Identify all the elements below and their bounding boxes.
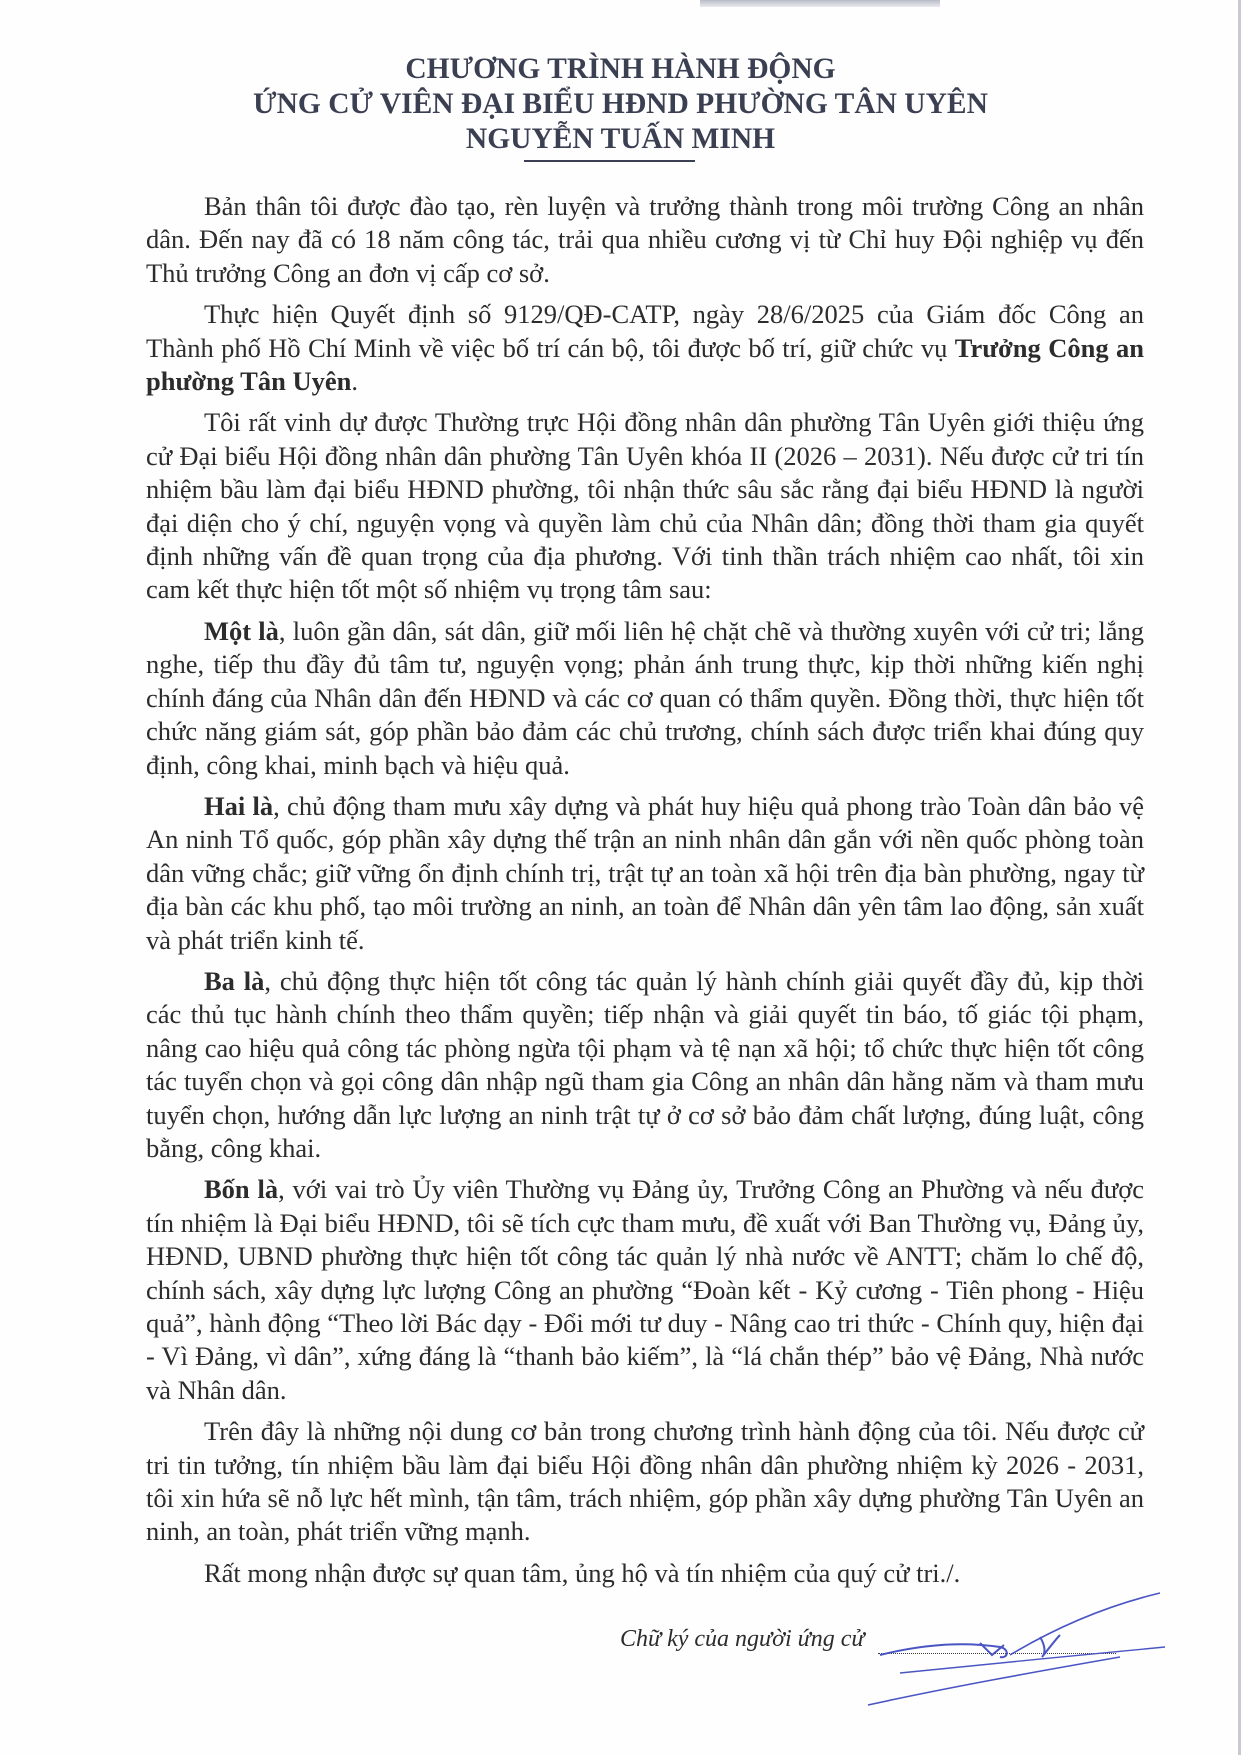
task-three-lead: Ba là xyxy=(204,965,265,996)
header-title: CHƯƠNG TRÌNH HÀNH ĐỘNG xyxy=(405,53,836,85)
appointment-position: Trưởng Công an phường Tân Uyên xyxy=(146,332,1144,397)
paragraph-task-three xyxy=(146,965,1144,1165)
paragraph-intro: Bản thân tôi được đào tạo, rèn luyện và trưởng thành trong môi trường Công an nhân dân. Đến nay đã có 18 năm công tác, trải qua nhiều cương vị từ Chỉ huy Đội nghiệp vụ đến Thủ trưởng Công an đơn vị cấp cơ sở. xyxy=(146,191,1144,288)
task-four-lead: Bốn là xyxy=(204,1174,279,1205)
scan-top-edge xyxy=(700,0,940,7)
paragraph-commitment: Tôi rất vinh dự được Thường trực Hội đồng nhân dân phường Tân Uyên giới thiệu ứng cử Đại biểu Hội đồng nhân dân phường Tân Uyên khóa II (2026 – 2031). Nếu được cử tri tín nhiệm bầu làm đại biểu HĐND phường, tôi nhận thức sâu sắc rằng đại biểu HĐND là người đại diện cho ý chí, nguyện vọng và quyền làm chủ của Nhân dân; đồng thời tham gia quyết định những vấn đề quan trọng của địa phương. Với tinh thần trách nhiệm cao nhất, tôi xin cam kết thực hiện tốt một số nhiệm vụ trọng tâm sau: xyxy=(146,407,1144,605)
paragraph-appointment xyxy=(146,298,1144,398)
header-underline xyxy=(524,160,695,162)
handwritten-signature xyxy=(860,1575,1180,1715)
task-one-text: , luôn gần dân, sát dân, giữ mối liên hệ chặt chẽ và thường xuyên với cử tri; lắng nghe, tiếp thu đầy đủ tâm tư, nguyện vọng; phản ánh trung thực, kịp thời những kiến nghị chính đáng của Nhân dân đến HĐND và các cơ quan có thẩm quyền. Đồng thời, thực hiện tốt chức năng giám sát, góp phần bảo đảm các chủ trương, chính sách được triển khai đúng quy định, công khai, minh bạch và hiệu quả. xyxy=(146,615,1145,780)
paragraph-conclusion: Trên đây là những nội dung cơ bản trong chương trình hành động của tôi. Nếu được cử tri tin tưởng, tín nhiệm bầu làm đại biểu Hội đồng nhân dân phường nhiệm kỳ 2026 - 2031, tôi xin hứa sẽ nỗ lực hết mình, tận tâm, trách nhiệm, góp phần xây dựng phường Tân Uyên an ninh, an toàn, phát triển vững mạnh. xyxy=(146,1416,1144,1547)
appointment-text: Thực hiện Quyết định số 9129/QĐ-CATP, ngày 28/6/2025 của Giám đốc Công an Thành phố Hồ Chí Minh về việc bố trí cán bộ, tôi được bố trí, giữ chức vụ xyxy=(146,299,1144,363)
document-header xyxy=(0,52,1241,157)
appointment-end: . xyxy=(351,366,358,397)
task-two-text: , chủ động tham mưu xây dựng và phát huy hiệu quả phong trào Toàn dân bảo vệ An ninh Tổ quốc, góp phần xây dựng thế trận an ninh nhân dân gắn với nền quốc phòng toàn dân vững chắc; giữ vững ổn định chính trị, trật tự an toàn xã hội trên địa bàn phường, ngay từ địa bàn các khu phố, tạo môi trường an ninh, an toàn để Nhân dân yên tâm lao động, sản xuất và phát triển kinh tế. xyxy=(146,790,1144,955)
paragraph-task-one xyxy=(146,615,1144,782)
document-body xyxy=(146,190,1144,1590)
signature-label: Chữ ký của người ứng cử xyxy=(620,1626,865,1652)
header-candidate-name: NGUYỄN TUẤN MINH xyxy=(465,123,776,155)
header-subtitle: ỨNG CỬ VIÊN ĐẠI BIỂU HĐND PHƯỜNG TÂN UYÊN xyxy=(253,88,988,120)
paragraph-task-two xyxy=(146,790,1144,957)
task-three-text: , chủ động thực hiện tốt công tác quản lý hành chính giải quyết đầy đủ, kịp thời các thủ tục hành chính theo thẩm quyền; tiếp nhận và giải quyết tin báo, tố giác tội phạm, nâng cao hiệu quả công tác phòng ngừa tội phạm và tệ nạn xã hội; tổ chức thực hiện tốt công tác tuyển chọn và gọi công dân nhập ngũ tham gia Công an nhân dân hằng năm và tham mưu tuyển chọn, hướng dẫn lực lượng an ninh trật tự ở cơ sở bảo đảm chất lượng, đúng luật, công bằng, công khai. xyxy=(146,965,1144,1163)
task-one-lead: Một là xyxy=(204,615,279,646)
paragraph-task-four xyxy=(146,1173,1144,1407)
task-four-text: , với vai trò Ủy viên Thường vụ Đảng ủy, Trưởng Công an Phường và nếu được tín nhiệm là Đại biểu HĐND, tôi sẽ tích cực tham mưu, đề xuất với Ban Thường vụ, Đảng ủy, HĐND, UBND phường thực hiện tốt công tác quản lý nhà nước về ANTT; chăm lo chế độ, chính sách, xây dựng lực lượng Công an phường “Đoàn kết - Kỷ cương - Tiên phong - Hiệu quả”, hành động “Theo lời Bác dạy - Đổi mới tư duy - Nâng cao tri thức - Chính quy, hiện đại - Vì Đảng, vì dân”, xứng đáng là “thanh bảo kiếm”, là “lá chắn thép” bảo vệ Đảng, Nhà nước và Nhân dân. xyxy=(146,1174,1144,1405)
paragraph-closing: Rất mong nhận được sự quan tâm, ủng hộ và tín nhiệm của quý cử tri./. xyxy=(204,1557,961,1588)
task-two-lead: Hai là xyxy=(204,790,274,821)
